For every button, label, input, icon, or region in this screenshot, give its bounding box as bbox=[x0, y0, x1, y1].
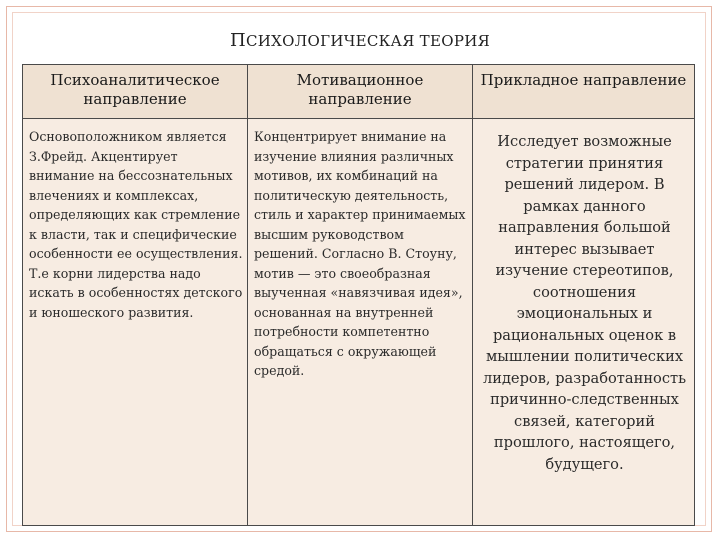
theory-table bbox=[22, 64, 695, 526]
slide-title bbox=[0, 30, 720, 51]
body-applied: Исследует возможные стратегии принятия решений лидером. В рамках данного направления большой интерес вызывает изучение стереотипов, соотношения эмоциональных и рациональных оценок в мышлении политических лидеров, разработанность причинно-следственных связей, категорий прошлого, настоящего, будущего. bbox=[473, 119, 695, 526]
header-psychoanalytic: Психоаналитическое направление bbox=[23, 65, 248, 119]
title-rest: СИХОЛОГИЧЕСКАЯ ТЕОРИЯ bbox=[245, 32, 491, 50]
body-psychoanalytic: Основоположником является З.Фрейд. Акцентирует внимание на бессознательных влечениях и комплексах, определяющих как стремление к власти, так и специфические особенности ее осуществления. Т.е корни лидерства надо искать в особенностях детского и юношеского развития. bbox=[23, 119, 248, 526]
header-applied: Прикладное направление bbox=[473, 65, 695, 119]
title-initial: П bbox=[229, 30, 246, 51]
header-motivational: Мотивационное направление bbox=[248, 65, 473, 119]
body-motivational: Концентрирует внимание на изучение влияния различных мотивов, их комбинаций на политическую деятельность, стиль и характер принимаемых высшим руководством решений. Согласно В. Стоуну, мотив — это своеобразная выученная «навязчивая идея», основанная на внутренней потребности компетентно обращаться с окружающей средой. bbox=[248, 119, 473, 526]
table-body-row bbox=[23, 119, 695, 526]
table-header-row bbox=[23, 65, 695, 119]
